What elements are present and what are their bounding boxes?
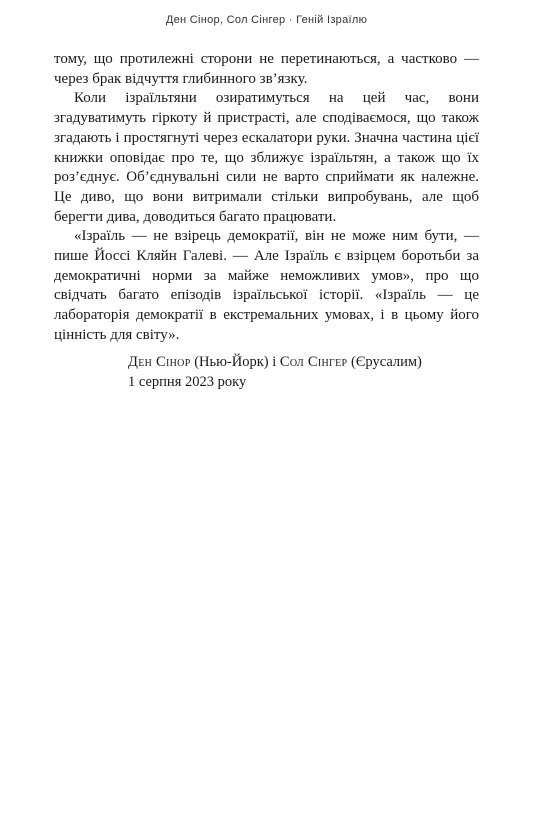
signature-date: 1 серпня 2023 року — [128, 374, 247, 390]
author-2-name: Сол Сінгер — [279, 354, 348, 370]
author-2-city: (Єрусалим) — [351, 354, 422, 370]
paragraph-1: тому, що протилежні сторони не перетинаються, а частково — через брак відчуття глибинного зв’язку. — [54, 51, 479, 87]
body-text — [54, 50, 479, 346]
running-header: Ден Сінор, Сол Сінгер · Геній Ізраїлю — [165, 14, 368, 26]
author-1-name: Ден Сінор — [128, 354, 191, 370]
paragraph-3: «Ізраїль — не взірець демократії, він не може ним бути, — пише Йоссі Кляйн Галеві. — Але Ізраїль є взірцем боротьби за демократичні норми за майже неможливих умов», про що свідчать багато епізодів ізраїльської історії. «Ізраїль — це лабораторія демократії в екстремальних умовах, і в цьому його цінність для світу». — [54, 228, 479, 343]
author-1-city: (Нью-Йорк) — [194, 354, 269, 370]
signature-authors — [128, 352, 479, 372]
author-conjunction: і — [272, 354, 277, 370]
paragraph-2: Коли ізраїльтяни озиратимуться на цей час, вони згадуватимуть гіркоту й пристрасті, але сподіваємося, що також згадають і простягнуті через ескалатори руки. Значна частина цієї книжки оповідає про те, що зближує ізраїльтян, а також що їх роз’єднує. Об’єднувальні сили не варто сприймати як належне. Це диво, що вони витримали стільки випробувань, але щоб берегти дива, доводиться багато працювати. — [54, 90, 479, 225]
signature-block — [128, 352, 479, 392]
